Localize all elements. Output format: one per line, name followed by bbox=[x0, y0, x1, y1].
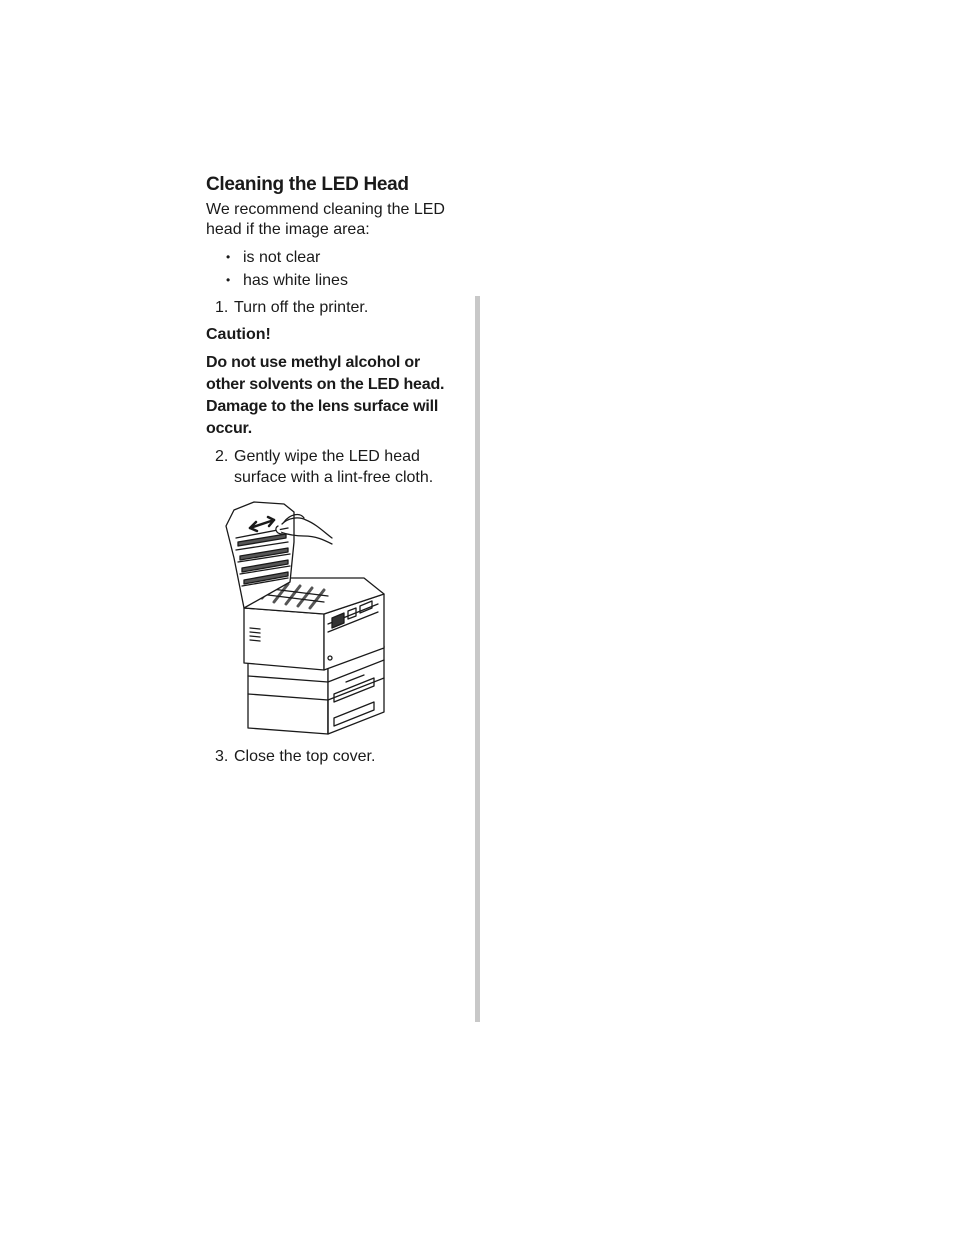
bullet-item bbox=[226, 247, 320, 268]
bullet-icon: • bbox=[226, 250, 231, 264]
step-number: 2. bbox=[215, 448, 229, 465]
printer-led-cleaning-illustration-icon bbox=[224, 498, 400, 738]
caution-label: Caution! bbox=[206, 326, 271, 343]
step-number: 1. bbox=[215, 299, 229, 316]
step-text: Gently wipe the LED head surface with a lint-free cloth. bbox=[234, 448, 434, 486]
step-text: Turn off the printer. bbox=[234, 299, 369, 316]
bullet-text: is not clear bbox=[243, 249, 321, 266]
intro-paragraph: We recommend cleaning the LED head if the image area: bbox=[206, 201, 445, 238]
step-item bbox=[215, 746, 465, 767]
step-text: Close the top cover. bbox=[234, 748, 376, 765]
section-title: Cleaning the LED Head bbox=[206, 174, 409, 195]
step-item bbox=[215, 297, 465, 318]
step-number: 3. bbox=[215, 748, 229, 765]
caution-text: Do not use methyl alcohol or other solvents on the LED head. Damage to the lens surface will occur. bbox=[206, 354, 445, 437]
column-divider bbox=[475, 296, 480, 1022]
bullet-text: has white lines bbox=[243, 272, 348, 289]
bullet-item bbox=[226, 270, 348, 291]
step-item bbox=[215, 446, 465, 488]
bullet-icon: • bbox=[226, 273, 231, 287]
